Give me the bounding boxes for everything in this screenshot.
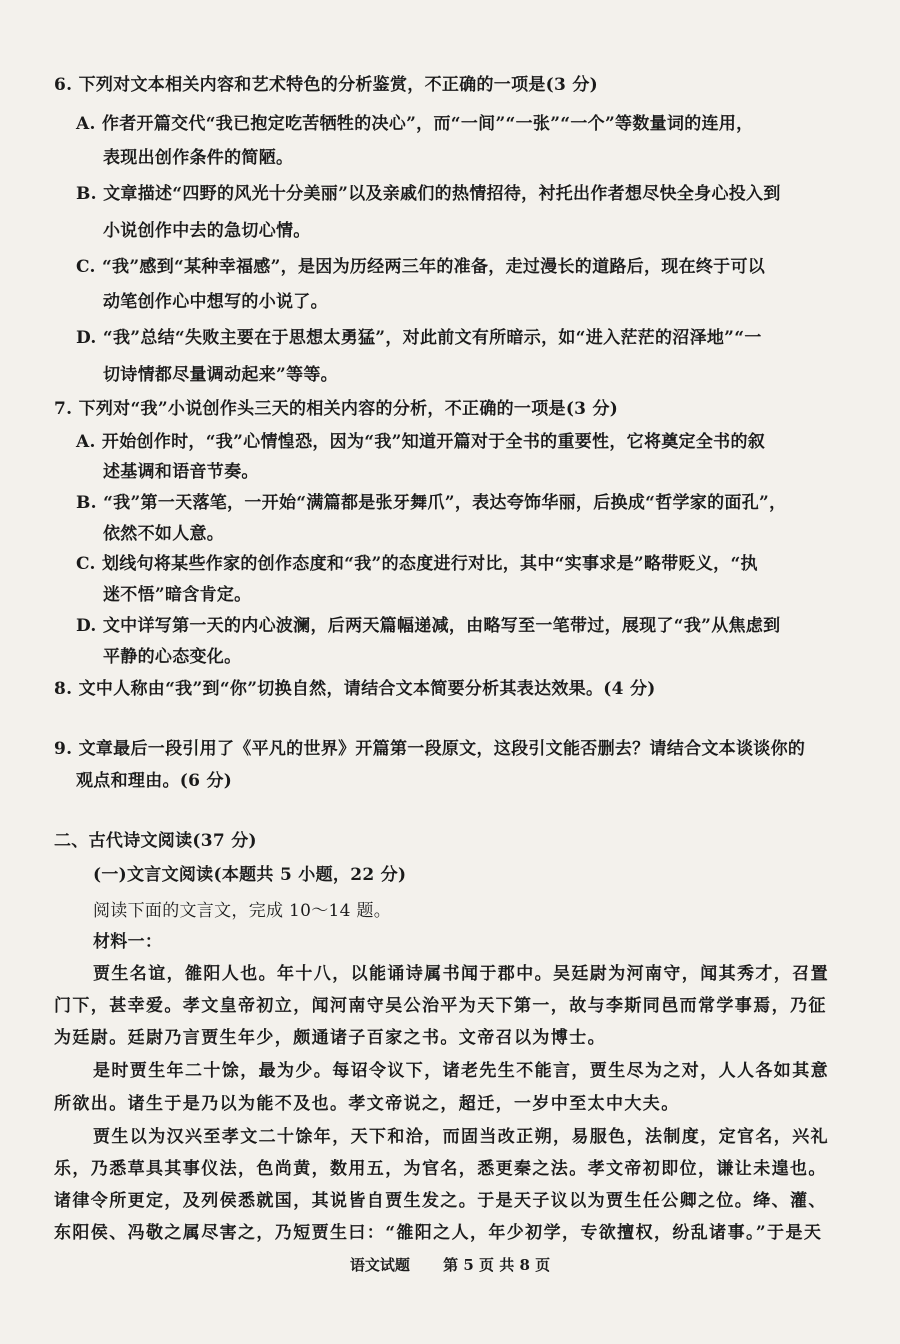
material-label: 材料一： (93, 932, 163, 952)
q7-option-a-line2: 述基调和语音节奏。 (103, 462, 259, 482)
passage-line: 诸律令所更定，及列侯悉就国，其说皆自贾生发之。于是天子议以为贾生任公卿之位。绛、灌、 (54, 1191, 827, 1211)
q6-option-d-line2: 切诗情都尽量调动起来”等等。 (103, 365, 338, 385)
q6-option-c-line1: C. “我”感到“某种幸福感”，是因为历经两三年的准备，走过漫长的道路后，现在终于可以 (76, 257, 766, 277)
passage-line: 所欲出。诸生于是乃以为能不及也。孝文帝说之，超迁，一岁中至太中大夫。 (54, 1094, 680, 1114)
q7-option-b-line1: B. “我”第一天落笔，一开始“满篇都是张牙舞爪”，表达夸饰华丽，后换成“哲学家的面孔”， (76, 493, 787, 513)
q9-stem-line1: 9. 文章最后一段引用了《平凡的世界》开篇第一段原文，这段引文能否删去？请结合文本谈谈你的 (54, 739, 806, 759)
q6-option-a-line2: 表现出创作条件的简陋。 (103, 148, 294, 168)
q6-option-b-line2: 小说创作中去的急切心情。 (103, 221, 311, 241)
q6-stem: 6. 下列对文本相关内容和艺术特色的分析鉴赏，不正确的一项是(3 分) (54, 75, 598, 95)
page-footer (0, 1254, 900, 1275)
q7-option-d-line2: 平静的心态变化。 (103, 647, 242, 667)
q7-option-d-line1: D. 文中详写第一天的内心波澜，后两天篇幅递减，由略写至一笔带过，展现了“我”从焦虑到 (76, 616, 781, 636)
q7-option-c-line2: 迷不悟”暗含肯定。 (103, 585, 252, 605)
footer-subject: 语文试题 (349, 1256, 410, 1274)
passage-line: 为廷尉。廷尉乃言贾生年少，颇通诸子百家之书。文帝召以为博士。 (54, 1028, 606, 1048)
q7-option-a-line1: A. 开始创作时，“我”心情惶恐，因为“我”知道开篇对于全书的重要性，它将奠定全书的叙 (76, 432, 766, 452)
footer-page-number: 第 5 页 共 8 页 (443, 1256, 551, 1274)
section-title: 二、古代诗文阅读(37 分) (54, 831, 257, 851)
q9-stem-line2: 观点和理由。(6 分) (76, 771, 233, 791)
q6-option-a-line1: A. 作者开篇交代“我已抱定吃苦牺牲的决心”，而“一间”“一张”“一个”等数量词的连用， (76, 114, 754, 134)
q6-option-d-line1: D. “我”总结“失败主要在于思想太勇猛”，对此前文有所暗示，如“进入茫茫的沼泽地”“一 (76, 328, 762, 348)
reading-instruction: 阅读下面的文言文，完成 10～14 题。 (93, 901, 392, 921)
passage-line: 东阳侯、冯敬之属尽害之，乃短贾生曰：“雒阳之人，年少初学，专欲擅权，纷乱诸事。”于是天 (54, 1223, 823, 1243)
passage-line: 门下，甚幸爱。孝文皇帝初立，闻河南守吴公治平为天下第一，故与李斯同邑而常学事焉，乃征 (54, 996, 827, 1016)
subsection-title: (一)文言文阅读(本题共 5 小题，22 分) (93, 865, 407, 885)
q7-option-c-line1: C. 划线句将某些作家的创作态度和“我”的态度进行对比，其中“实事求是”略带贬义，“执 (76, 554, 758, 574)
passage-line: 贾生以为汉兴至孝文二十馀年，天下和洽，而固当改正朔，易服色，法制度，定官名，兴礼 (93, 1127, 829, 1147)
passage-line: 是时贾生年二十馀，最为少。每诏令议下，诸老先生不能言，贾生尽为之对，人人各如其意 (93, 1061, 829, 1081)
q6-option-c-line2: 动笔创作心中想写的小说了。 (103, 292, 328, 312)
passage-line: 贾生名谊，雒阳人也。年十八，以能诵诗属书闻于郡中。吴廷尉为河南守，闻其秀才，召置 (93, 964, 829, 984)
q7-stem: 7. 下列对“我”小说创作头三天的相关内容的分析，不正确的一项是(3 分) (54, 399, 619, 419)
q7-option-b-line2: 依然不如人意。 (103, 524, 225, 544)
q8-stem: 8. 文中人称由“我”到“你”切换自然，请结合文本简要分析其表达效果。(4 分) (54, 679, 656, 699)
passage-line: 乐，乃悉草具其事仪法，色尚黄，数用五，为官名，悉更秦之法。孝文帝初即位，谦让未遑也。 (54, 1159, 827, 1179)
q6-option-b-line1: B. 文章描述“四野的风光十分美丽”以及亲戚们的热情招待，衬托出作者想尽快全身心投入到 (76, 184, 781, 204)
